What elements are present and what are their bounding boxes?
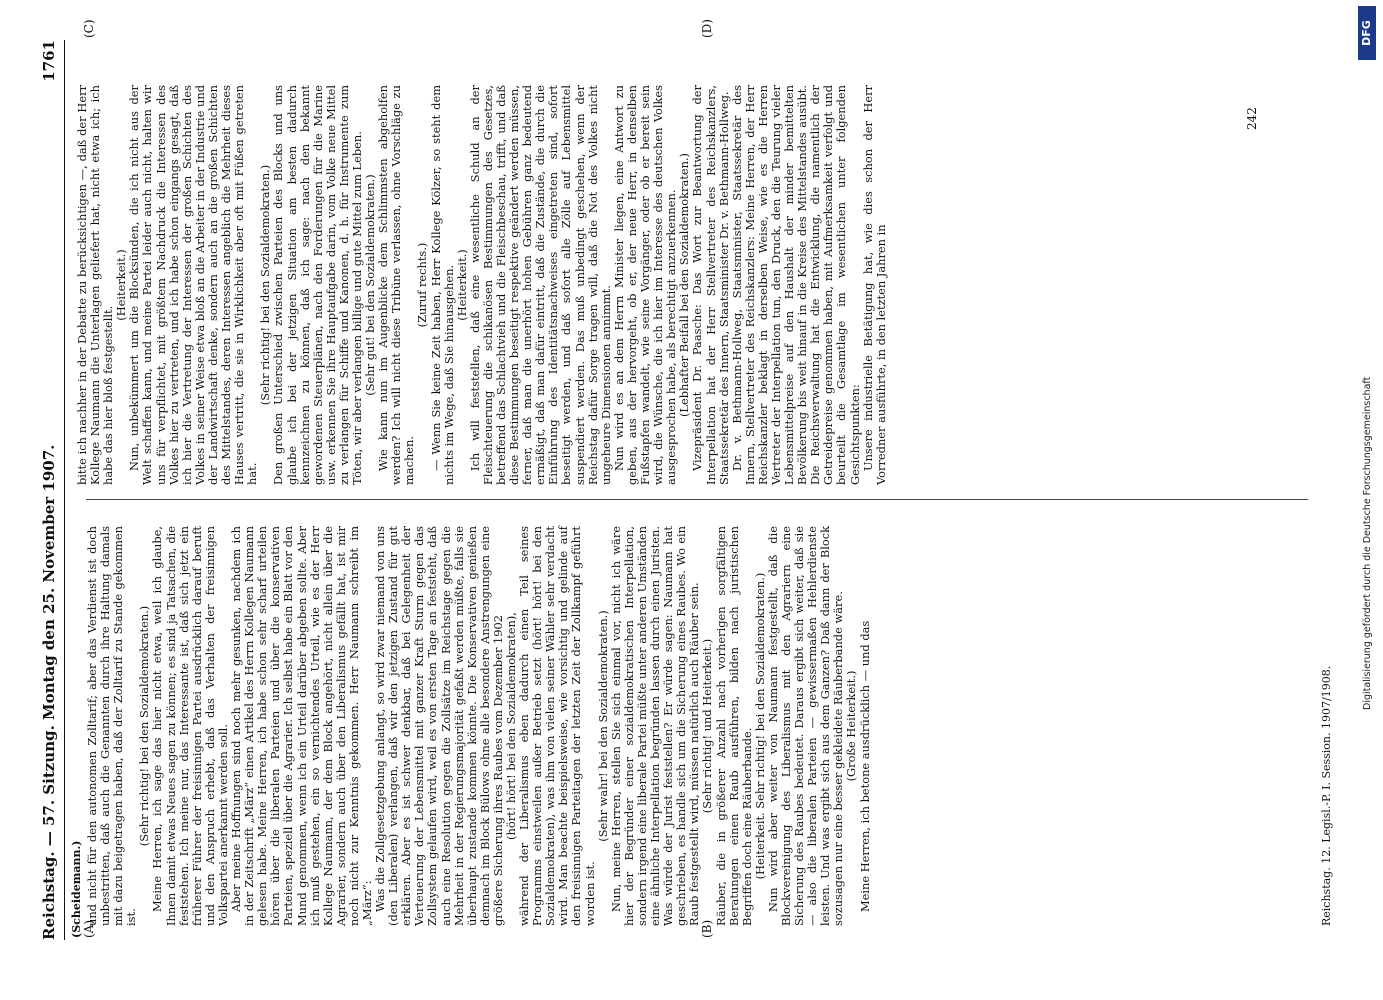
left-col-paragraph: (hört! hört! bei den Sozialdemokraten), xyxy=(504,612,518,840)
right-column xyxy=(76,85,888,485)
left-col-paragraph: Meine Herren, ich sage das hier nicht etwa, weil ich glaube, Ihnen damit etwas Neues sagen zu können; es sind ja Tatsachen, die feststehen. Ich meine nur, das Interessante ist, daß sich jetzt ein früherer Führer der freisinnigen Partei ausdrücklich darauf beruft und den Anspruch erhebt, daß das Verhalten der freisinnigen Volkspartei anerkannt werden soll. xyxy=(150,526,230,926)
right-col-paragraph: (Heiterkeit.) xyxy=(454,249,469,321)
header-page-number: 1761 xyxy=(40,40,58,82)
right-col-paragraph: Ich will feststellen, daß eine wesentliche Schuld an der Fleischteuerung die schikanösen Bestimmungen des Gesetzes, betreffend das Schlachtvieh und die Fleischbeschau, trifft, und daß diese Bestimmungen beseitigt respektive geändert werden müssen, ferner, daß man die unerhört hohen Gebühren ganz bedeutend ermäßigt, daß man dafür eintritt, daß die Zustände, die durch die Einführung des Identitätsnachweises eingetreten sind, sofort beseitigt werden, und daß sofort alle Zölle auf Lebensmittel suspendiert werden. Das muß unbedingt geschehen, wenn der Reichstag dafür Sorge tragen will, daß die Not des Volkes nicht ungeheure Dimensionen annimmt. xyxy=(467,85,613,485)
left-col-paragraph: (Große Heiterkeit.) xyxy=(844,670,859,782)
left-col-paragraph: (Sehr richtig! bei den Sozialdemokraten.) xyxy=(137,605,152,847)
dfg-credit-text: Digitalisierung gefördert durch die Deutsche Forschungsgemeinschaft xyxy=(1362,376,1373,710)
right-col-paragraph: bitte ich nachher in der Debatte zu berücksichtigen —, daß der Herr Kollege Naumann die Unterlagen geliefert hat, nicht etwa ich; ich habe das hier bloß festgestellt. xyxy=(75,85,116,485)
left-col-paragraph: während der Liberalismus eben dadurch einen Teil seines Programms einstweilen außer Betrieb setzt (hört! hört! bei den Sozialdemokraten), was ihm von vielen seiner Wähler sehr verdacht wird. Man beachte beispielsweise, wie vorsichtig und gelinde auf den freisinnigen Parteitagen der letzten Zeit der Zollkampf geführt worden ist. xyxy=(517,526,597,926)
right-col-paragraph: — Wenn Sie keine Zeit haben, Herr Kollege Kölzer, so steht dem nichts im Wege, daß Sie hinausgehen. xyxy=(428,85,456,485)
right-col-paragraph: Unsere industrielle Betätigung hat, wie dies schon der Herr Vorredner ausführte, in den letzten Jahren in xyxy=(860,85,888,485)
footer-note: Reichstag. 12. Legisl.-P. I. Session. 1907/1908. xyxy=(1320,665,1333,926)
right-col-paragraph: (Lebhafter Beifall bei den Sozialdemokraten.) xyxy=(677,153,692,418)
speaker-tag: (Scheidemann.) xyxy=(70,840,83,938)
right-col-paragraph: (Sehr richtig! bei den Sozialdemokraten.) xyxy=(258,164,273,406)
left-col-paragraph: Nun wird aber weiter von Naumann festgestellt, daß die Blockvereinigung des Liberalismus mit den Agrariern eine Sicherung des Raubes bedeutet. Daraus ergibt sich weiter, daß sie — also die liberalen Parteien — gewissermaßen Hehlerdienste leisten. Und was ergibt sich aus dem Ganzen? Daß dann der Block sozusagen nur eine besser gekleidete Räuberbande wäre. xyxy=(765,526,846,926)
margin-marker-a: (A) xyxy=(82,919,96,938)
left-col-paragraph: Räuber, die in größerer Anzahl nach vorherigen sorgfältigen Beratungen einen Raub ausführen, bilden nach juristischen Begriffen doch eine Räuberbande. xyxy=(713,526,754,926)
right-col-paragraph: Dr. v. Bethmann-Hollweg, Staatsminister, Staatssekretär des Innern, Stellvertreter des Reichskanzlers: Meine Herren, der Herr Reichskanzler beklagt in derselben Weise, wie es die Herren Vertreter der Interpellation tun, den Druck, den die Teurung vieler Lebensmittelpreise auf den Haushalt der minder bemittelten Bevölkerung bis weit hinauf in die Kreise des Mittelstandes ausübt. Die Reichsverwaltung hat die Entwicklung, die namentlich der Getreidepreise genommen haben, mit Aufmerksamkeit verfolgt und beurteilt die Gesamtlage im wesentlichen unter folgenden Gesichtspunkten: xyxy=(729,85,862,485)
left-col-paragraph: Nun, meine Herren, stellen Sie sich einmal vor, nicht ich wäre hier der Begründer einer sozialdemokratischen Interpellation, sondern irgend eine liberale Partei müßte unter anderen Umständen eine ähnliche Interpellation begründen lassen durch einen Juristen. Was würde der Jurist feststellen? Er würde sagen: Naumann hat geschrieben, es handle sich um die Sicherung eines Raubes. Wo ein Raub festgestellt wird, müssen natürlich auch Räuber sein. xyxy=(608,526,702,926)
left-col-paragraph: Meine Herren, ich betone ausdrücklich — und das xyxy=(857,620,872,912)
left-col-paragraph: (Sehr richtig! und Heiterkeit.) xyxy=(700,638,715,814)
right-col-paragraph: Wie kann nun im Augenblicke dem Schlimmsten abgeholfen werden? Ich will nicht diese Tribüne verlassen, ohne Vorschläge zu machen. xyxy=(376,85,417,485)
column-divider xyxy=(86,499,1308,500)
right-col-paragraph: Nun wird es an dem Herrn Minister liegen, eine Antwort zu geben, aus der hervorgeht, ob er, der neue Herr, in denselben Fußstapfen wandelt, wie seine Vorgänger, oder ob er bereit sein wird, die Wünsche, die ich hier im Interesse des deutschen Volkes ausgesprochen habe, als berechtigt anzuerkennen. xyxy=(611,85,679,485)
right-col-paragraph: Vizepräsident Dr. Paasche: Das Wort zur Beantwortung der Interpellation hat der Herr Stellvertreter des Reichskanzlers, Staatssekretär des Innern, Staatsminister Dr. v. Bethmann-Hollweg. xyxy=(690,85,731,485)
sheet-number: 242 xyxy=(1245,107,1259,130)
dfg-sidebar xyxy=(1352,0,1382,1000)
margin-marker-d: (D) xyxy=(700,19,714,38)
margin-marker-b: (B) xyxy=(700,919,714,938)
left-col-paragraph: Was die Zollgesetzgebung anlangt, so wird zwar niemand von uns (den Liberalen) verlangen, daß wir den jetzigen Zustand für gut erklären. Aber es ist schwer denkbar, daß bei Gelegenheit der Verteuerung der Lebensmittel mit ganzer Kraft Sturm gegen das Zollsystem gelaufen wird, weil es von ersten Tage an feststeht, daß auch eine Resolution gegen die Zollsätze im Reichstage gegen die Mehrheit in der Regierungsmajorität gefaßt werden müßte, falls sie überhaupt zustande kommen könnte. Die Konservativen genießen demnach im Block Bülows ohne alle besondere Anstrengungen eine größere Sicherung ihres Raubes vom Dezember 1902 xyxy=(373,526,505,926)
left-col-paragraph: und nicht für den autonomen Zolltarif; aber das Verdienst ist doch unbestritten, daß auch die Genannten durch ihre Haltung damals mit dazu beigetragen haben, daß der Zolltarif zu Stande gekommen ist. xyxy=(85,526,139,926)
left-column xyxy=(86,526,872,926)
left-col-paragraph: (Heiterkeit. Sehr richtig! bei den Sozialdemokraten.) xyxy=(752,572,767,880)
left-col-paragraph: (Sehr wahr! bei den Sozialdemokraten.) xyxy=(595,610,610,842)
dfg-logo: DFG xyxy=(1358,6,1376,60)
page-header xyxy=(38,40,65,940)
header-title: Reichstag. — 57. Sitzung. Montag den 25. November 1907. xyxy=(40,444,58,940)
right-col-paragraph: Nun, unbekümmert um die Blocksünden, die ich nicht aus der Welt schaffen kann, und meine Partei leider auch nicht, halten wir uns für verpflichtet, mit größtem Nachdruck die Interessen des Volkes hier zu vertreten, und ich habe schon eingangs gesagt, daß ich hier die Vertretung der Interessen der großen Schichten des Volkes in seiner Weise etwa bloß an die Arbeiter in der Industrie und der Landwirtschaft denke, sondern auch an die großen Schichten des Mittelstandes, deren Interessen angeblich die Mehrheit dieses Hauses vertritt, die sie in Wirklichkeit aber oft mit Füßen getreten hat. xyxy=(127,85,260,485)
right-col-paragraph: Den großen Unterschied zwischen Parteien des Blocks und uns glaube ich bei der jetzigen Situation am besten dadurch kennzeichnen zu können, daß ich sage: nach den bekannt gewordenen Steuerplänen, nach den Forderungen für die Marine usw. erkennen Sie ihre Hauptaufgabe darin, vom Volke neue Mittel zu verlangen für Schiffe und Kanonen, d. h. für Instrumente zum Töten, wir aber verlangen billige und gute Mittel zum Leben. xyxy=(271,85,364,485)
margin-marker-c: (C) xyxy=(82,19,96,38)
left-col-paragraph: Aber meine Hoffnungen sind noch mehr gesunken, nachdem ich in der Zeitschrift „März“ einen Artikel des Herrn Kollegen Naumann gelesen habe. Meine Herren, ich habe schon sehr scharf urteilen hören über die liberalen Parteien und über die konservativen Parteien, speziell über die Agrarier. Ich selbst habe ein Blatt vor den Mund genommen, wenn ich ein Urteil darüber abgeben sollte. Aber ich muß gestehen, ein so vernichtendes Urteil, wie es der Herr Kollege Naumann, der dem Block angehört, nicht allein über die Agrarier, sondern auch über den Liberalismus gefällt hat, ist mir noch nicht zur Kenntnis gekommen. Herr Naumann schreibt im „März“: xyxy=(229,526,374,926)
right-col-paragraph: (Zuruf rechts.) xyxy=(415,242,430,328)
right-col-paragraph: (Sehr gut! bei den Sozialdemokraten.) xyxy=(363,174,378,396)
right-col-paragraph: (Heiterkeit.) xyxy=(114,249,129,321)
